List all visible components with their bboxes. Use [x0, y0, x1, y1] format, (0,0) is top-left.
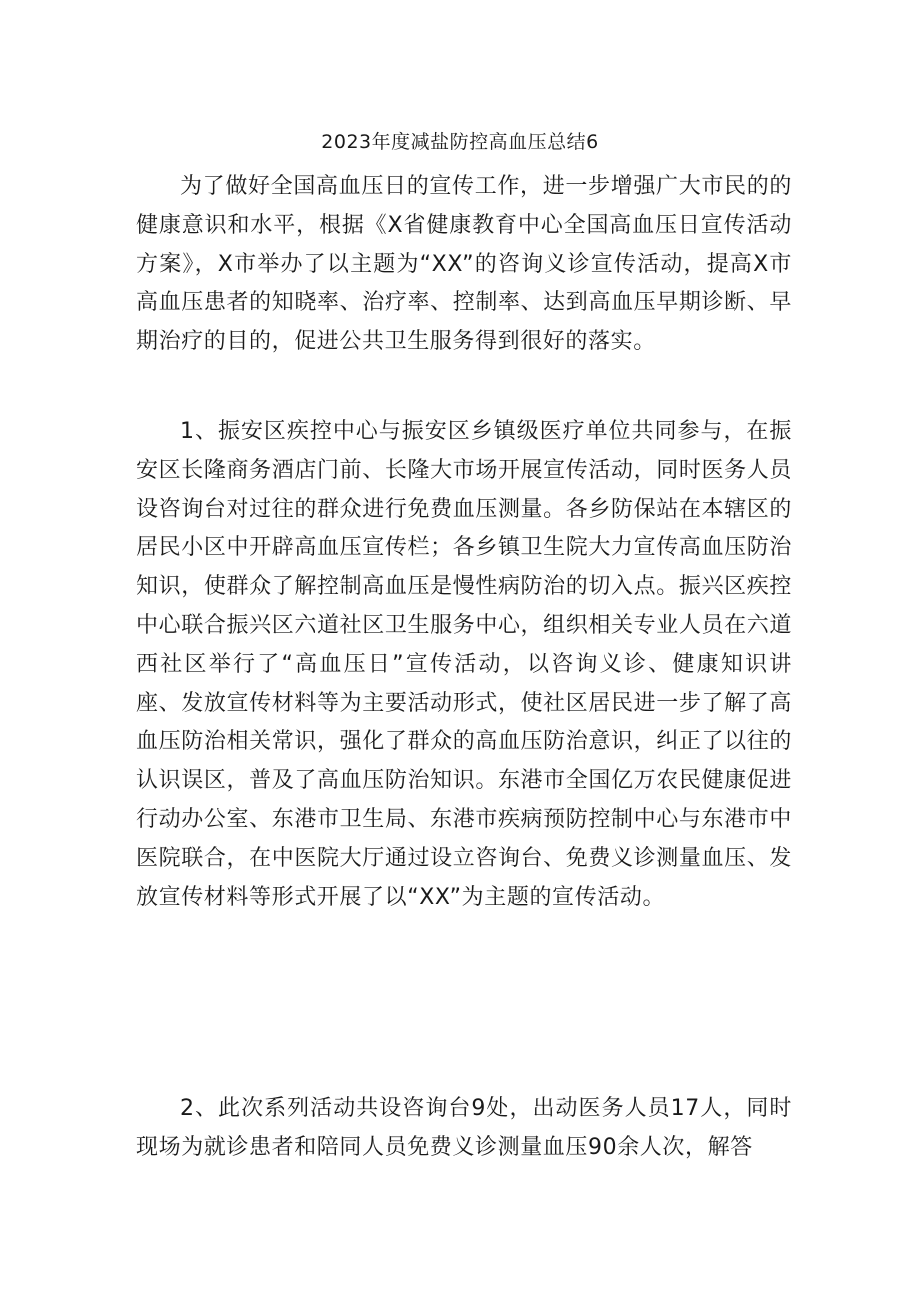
- paragraph-intro: 为了做好全国高血压日的宣传工作，进一步增强广大市民的的健康意识和水平，根据《X省健康教育中心全国高血压日宣传活动方案》，X市举办了以主题为“XX”的咨询义诊宣传活动，提高X市高血压患者的知晓率、治疗率、控制率、达到高血压早期诊断、早期治疗的目的，促进公共卫生服务得到很好的落实。: [136, 174, 792, 355]
- paragraph-item-1: 1、振安区疾控中心与振安区乡镇级医疗单位共同参与，在振安区长隆商务酒店门前、长隆大市场开展宣传活动，同时医务人员设咨询台对过往的群众进行免费血压测量。各乡防保站在本辖区的居民小区中开辟高血压宣传栏；各乡镇卫生院大力宣传高血压防治知识，使群众了解控制高血压是慢性病防治的切入点。振兴区疾控中心联合振兴区六道社区卫生服务中心，组织相关专业人员在六道西社区举行了“高血压日”宣传活动，以咨询义诊、健康知识讲座、发放宣传材料等为主要活动形式，使社区居民进一步了解了高血压防治相关常识，强化了群众的高血压防治意识，纠正了以往的认识误区，普及了高血压防治知识。东港市全国亿万农民健康促进行动办公室、东港市卫生局、东港市疾病预防控制中心与东港市中医院联合，在中医院大厅通过设立咨询台、免费义诊测量血压、发放宣传材料等形式开展了以“XX”为主题的宣传活动。: [136, 419, 792, 910]
- document-title: 2023年度减盐防控高血压总结6: [321, 131, 599, 153]
- paragraph-item-2: 2、此次系列活动共设咨询台9处，出动医务人员17人，同时现场为就诊患者和陪同人员免费义诊测量血压90余人次，解答: [136, 1096, 792, 1160]
